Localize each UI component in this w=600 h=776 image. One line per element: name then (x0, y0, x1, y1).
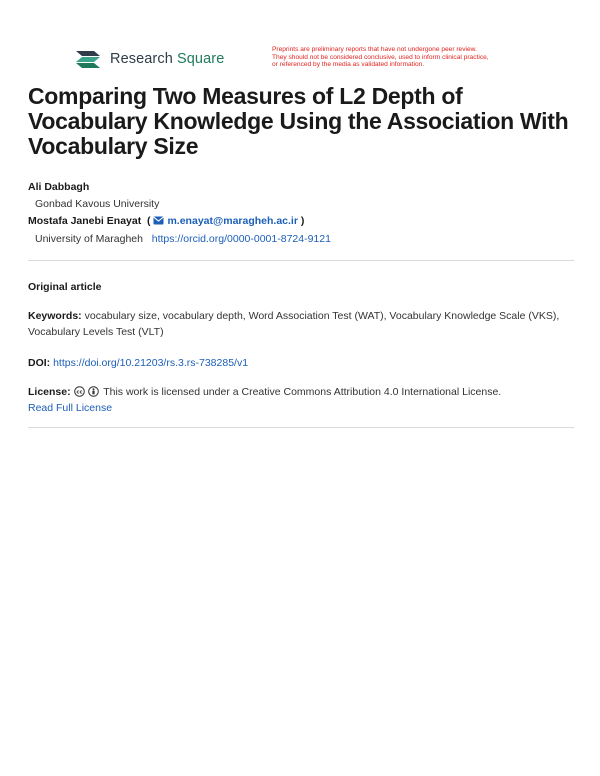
license-label: License: (28, 386, 71, 398)
disclaimer-line: They should not be considered conclusive, used to inform clinical practice, (272, 53, 489, 61)
research-square-logo-icon (74, 48, 102, 70)
research-square-logo[interactable] (74, 48, 224, 70)
doi-label: DOI: (28, 357, 51, 369)
author-affiliation: Gonbad Kavous University (35, 198, 160, 210)
brand-name-part2: Square (177, 51, 225, 67)
corresponding-author-line: Mostafa Janebi Enayat ( m.enayat@maragheh.ac.ir ) (28, 215, 305, 227)
license-text: This work is licensed under a Creative Commons Attribution 4.0 International License. (103, 386, 502, 398)
author-name: Ali Dabbagh (28, 181, 90, 193)
author-affiliation: University of Maragheh (35, 233, 143, 245)
brand-name (110, 51, 224, 67)
brand-name-part1: Research (110, 51, 173, 67)
keywords-text: vocabulary size, vocabulary depth, Word Association Test (WAT), Vocabulary Knowledge Scale (VKS), Vocabulary Levels Test (VLT) (28, 310, 560, 338)
keywords-label: Keywords: (28, 310, 82, 322)
preprint-disclaimer (272, 46, 554, 69)
license-section (28, 384, 576, 416)
author-email-link[interactable]: m.enayat@maragheh.ac.ir (167, 215, 298, 227)
svg-text:cc: cc (75, 389, 83, 396)
doi-link[interactable]: https://doi.org/10.21203/rs.3.rs-738285/v1 (53, 357, 249, 369)
orcid-link[interactable]: https://orcid.org/0000-0001-8724-9121 (151, 233, 331, 245)
divider (28, 427, 574, 428)
doi-section (28, 355, 576, 371)
keywords-section (28, 308, 576, 340)
by-icon (88, 386, 99, 397)
divider (28, 260, 574, 261)
envelope-icon (153, 216, 164, 225)
cc-icon (74, 386, 85, 397)
read-full-license-link[interactable]: Read Full License (28, 402, 113, 414)
header (74, 46, 554, 76)
author-name: Mostafa Janebi Enayat (28, 215, 142, 227)
article-type: Original article (28, 281, 102, 293)
author-affiliation-line (35, 233, 331, 245)
disclaimer-line: or referenced by the media as validated information. (272, 61, 425, 69)
paper-title: Comparing Two Measures of L2 Depth of Vocabulary Knowledge Using the Association With Vocabulary Size (28, 83, 569, 159)
disclaimer-line: Preprints are preliminary reports that have not undergone peer review. (272, 46, 477, 53)
